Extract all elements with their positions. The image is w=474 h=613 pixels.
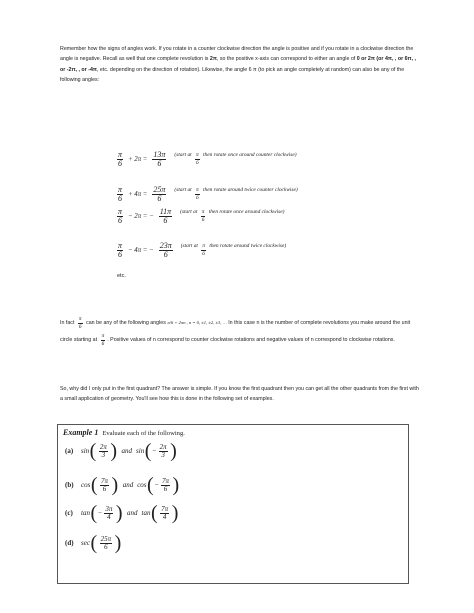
quadrant-paragraph: So, why did I only put in the first quadrant? The answer is simple. If you know the first quadrant then you can get all the other quadrants from the first with a small application of geometry. You'll see how this is done in the following set of examples.: [60, 386, 419, 403]
equation-operator: + 4π =: [128, 190, 148, 198]
numerator: π: [196, 186, 199, 193]
fact-text: In fact: [60, 320, 75, 326]
minus-sign: −: [151, 447, 157, 455]
angle-fraction: [100, 478, 109, 493]
pi-over-6-fraction: $\frac{\pi}{6}$: [78, 316, 82, 330]
note-text: (start at: [174, 186, 193, 193]
trig-function: sec: [81, 539, 90, 547]
fact-text: complete revolutions you make around the unit circle starting at: [60, 320, 411, 343]
trig-function: tan: [141, 509, 151, 517]
example-item: [65, 531, 122, 555]
example-item: [65, 473, 180, 497]
and-word: and: [122, 481, 134, 489]
intro-paragraph: [60, 44, 420, 86]
equation-note: [181, 243, 286, 258]
equation-row: [115, 205, 284, 227]
note-text: (start at: [180, 208, 199, 215]
equation-row: [115, 148, 297, 170]
numerator: π: [196, 151, 199, 158]
paren: ): [170, 440, 177, 462]
numerator: 23π: [159, 240, 172, 250]
equation-operator: − 4π = −: [128, 246, 154, 254]
paren: (: [89, 440, 97, 462]
equation-operator: − 2π = −: [128, 212, 154, 220]
rhs-fraction: [152, 186, 166, 203]
rhs-fraction: [159, 208, 172, 225]
denominator: 6: [163, 249, 168, 259]
trig-function: tan: [81, 509, 90, 517]
denominator: 6: [118, 158, 122, 168]
denominator: 6: [157, 158, 162, 168]
numerator: 2π: [159, 442, 167, 451]
rhs-fraction: [152, 151, 166, 168]
equation-operator: + 2π =: [128, 155, 148, 163]
numerator: 7π: [161, 504, 169, 513]
example-item: [65, 501, 179, 525]
item-label: (b): [65, 481, 74, 489]
note-text: then rotate around twice clockwise): [207, 242, 287, 249]
example-label: Example 1: [63, 428, 99, 437]
denominator: 4: [107, 512, 111, 521]
numerator: 25π: [100, 534, 112, 543]
denominator: 6: [118, 215, 122, 225]
numerator: 11π: [159, 206, 172, 216]
minus-sign: −: [97, 509, 103, 517]
numerator: 2π: [99, 442, 107, 451]
trig-function: cos: [81, 481, 91, 489]
revolution-value: 2π: [209, 56, 217, 63]
denominator: 6: [163, 215, 168, 225]
note-fraction: [201, 243, 206, 258]
angle-fraction: [159, 444, 168, 459]
denominator: 6: [202, 250, 205, 257]
paren: ): [110, 440, 118, 462]
item-label: (c): [65, 509, 73, 517]
angle-fraction: [99, 444, 108, 459]
note-text: (start at: [174, 151, 193, 158]
note-text: (start at: [180, 242, 200, 249]
numerator: π: [118, 240, 123, 250]
note-fraction: [195, 152, 200, 167]
etc-label: etc.: [117, 273, 126, 279]
denominator: 6: [157, 193, 162, 203]
angle-fraction: [161, 478, 170, 493]
example-item: [65, 439, 177, 463]
intro-text: , etc. depending on the direction of rotation). Likewise, the angle 6 π (to pick an angle completely at random) can also be any of the following angles:: [60, 66, 405, 84]
paren: (: [147, 474, 154, 496]
numerator: π: [118, 184, 123, 194]
angle-fraction: [104, 506, 113, 521]
paren: ): [114, 532, 122, 554]
lhs-fraction: [117, 242, 123, 259]
denominator: 4: [162, 512, 167, 521]
equation-row: [115, 183, 298, 205]
numerator: 13π: [153, 149, 166, 159]
angle-fraction: [160, 506, 169, 521]
denominator: 6: [102, 484, 107, 493]
note-fraction: [195, 187, 200, 202]
equation-note: [180, 209, 284, 224]
denominator: 6: [196, 159, 199, 166]
lhs-fraction: [117, 186, 123, 203]
example-title: [63, 428, 185, 437]
denominator: 3: [101, 450, 106, 459]
denominator: 6: [104, 542, 108, 551]
angle-fraction: [100, 536, 113, 551]
paren: (: [144, 440, 152, 462]
denominator: 6: [118, 249, 122, 259]
denominator: 3: [161, 450, 165, 459]
example-box: [57, 424, 409, 584]
intro-text: Remember how the signs of angles work. If you rotate in a counter clockwise direction the angle is positive and if you rotate in a clockwise direction the angle is negative. Recall as well that one complete revolution is: [60, 46, 414, 63]
denominator: 6: [196, 194, 199, 201]
denominator: 6: [118, 193, 122, 203]
fact-paragraph: [60, 318, 420, 352]
fact-text: can be any of the following angles: [86, 320, 166, 326]
denominator: 6: [201, 216, 205, 223]
paren: (: [90, 474, 98, 496]
numerator: π: [118, 206, 123, 216]
trig-function: sin: [136, 447, 145, 455]
note-text: then rotate once around counter clockwise): [201, 151, 297, 158]
equation-note: [174, 187, 297, 202]
paren: (: [90, 532, 98, 554]
numerator: π: [201, 208, 205, 215]
item-label: (d): [65, 539, 74, 547]
item-label: (a): [65, 447, 74, 455]
fact-text: . Positive values of n correspond to counter clockwise rotations and negative values of n correspond to clockwise rotations.: [107, 337, 395, 343]
lhs-fraction: [117, 151, 123, 168]
note-fraction: [201, 209, 206, 224]
paren: ): [111, 474, 119, 496]
fact-text: In this case n is the number of: [228, 320, 299, 326]
angle-list: 0 or 2π (or 4π, , or 6π, , or -2π, , or -4π: [60, 56, 417, 73]
pi-over-6-fraction: $\frac{\pi}{6}$: [101, 333, 105, 347]
and-word: and: [127, 509, 138, 517]
numerator: 3π: [105, 504, 113, 513]
paren: (: [90, 502, 98, 524]
lhs-fraction: [117, 208, 123, 225]
equation-note: [174, 152, 296, 167]
numerator: 7π: [101, 476, 109, 485]
minus-sign: −: [154, 481, 159, 489]
note-text: then rotate once around clockwise): [207, 208, 285, 215]
example-instruction: Evaluate each of the following.: [102, 430, 185, 437]
and-word: and: [121, 447, 133, 455]
denominator: 6: [163, 484, 168, 493]
paren: ): [115, 502, 123, 524]
paren: (: [151, 502, 158, 524]
trig-function: cos: [137, 481, 147, 489]
numerator: 7π: [161, 476, 169, 485]
intro-text: , so the positive x-axis can correspond to either an angle of: [216, 56, 357, 63]
numerator: 25π: [153, 184, 166, 194]
general-angle-formula: π/6 + 2πn , n = 0, ±1, ±2, ±3, …: [167, 320, 227, 325]
numerator: π: [118, 149, 123, 159]
equation-row: [115, 239, 286, 261]
numerator: π: [202, 242, 205, 249]
note-text: then rotate around twice counter clockwise): [201, 186, 298, 193]
trig-function: sin: [81, 447, 90, 455]
paren: ): [171, 502, 179, 524]
paren: ): [172, 474, 180, 496]
rhs-fraction: [159, 242, 173, 259]
